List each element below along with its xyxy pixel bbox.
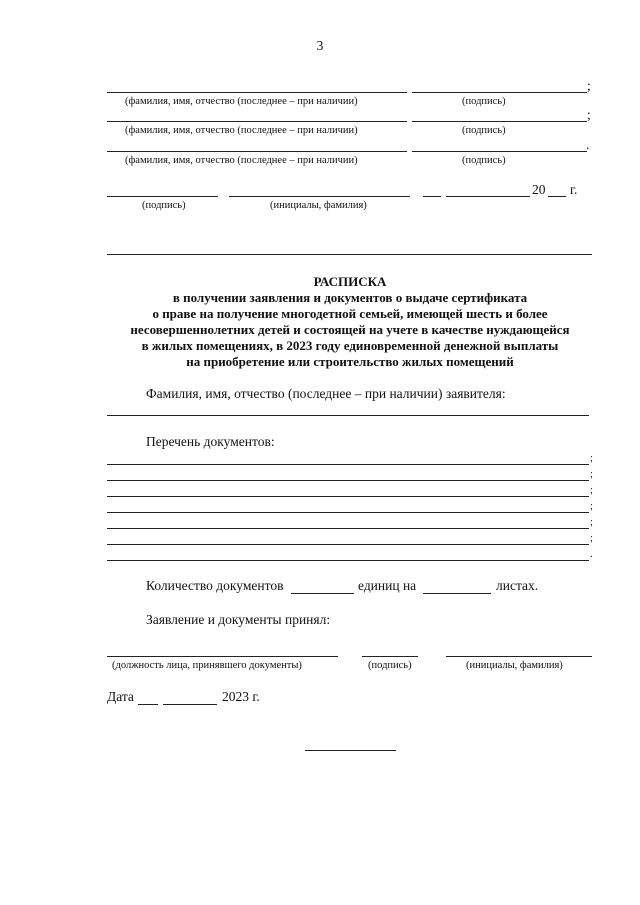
line-end-mark: ; bbox=[590, 469, 593, 480]
signature-line bbox=[362, 656, 418, 657]
line-end-mark: ; bbox=[590, 517, 593, 528]
line-end-mark: ; bbox=[590, 501, 593, 512]
position-line bbox=[107, 656, 338, 657]
signature-caption: (подпись) bbox=[462, 125, 506, 136]
line-end-mark: . bbox=[590, 549, 593, 560]
name-caption: (фамилия, имя, отчество (последнее – при наличии) bbox=[125, 125, 358, 136]
signature-line bbox=[412, 121, 587, 122]
document-line bbox=[107, 560, 589, 561]
initials-line bbox=[446, 656, 592, 657]
document-line bbox=[107, 544, 589, 545]
title-line: о праве на получение многодетной семьей, имеющей шесть и более bbox=[152, 306, 548, 321]
title-line: в получении заявления и документов о выдаче сертификата bbox=[172, 290, 528, 305]
year-prefix: 20 bbox=[532, 182, 546, 197]
name-line bbox=[107, 151, 407, 152]
title-line: на приобретение или строительство жилых помещений bbox=[186, 354, 514, 369]
date-label: Дата bbox=[107, 689, 134, 704]
document-line bbox=[107, 528, 589, 529]
document-line bbox=[107, 512, 589, 513]
section-separator bbox=[107, 254, 592, 255]
line-end-mark: ; bbox=[590, 533, 593, 544]
document-line bbox=[107, 480, 589, 481]
name-line bbox=[107, 121, 407, 122]
year-line bbox=[548, 196, 566, 197]
date-year: 2023 г. bbox=[222, 689, 260, 704]
document-line bbox=[107, 464, 589, 465]
signature-line bbox=[107, 196, 218, 197]
accepted-label: Заявление и документы принял: bbox=[146, 612, 331, 627]
documents-label: Перечень документов: bbox=[146, 434, 275, 449]
line-end-mark: ; bbox=[590, 453, 593, 464]
initials-caption: (инициалы, фамилия) bbox=[270, 200, 367, 211]
line-end-mark: ; bbox=[590, 485, 593, 496]
applicant-label: Фамилия, имя, отчество (последнее – при наличии) заявителя: bbox=[146, 386, 506, 401]
year-suffix: г. bbox=[570, 182, 578, 197]
page-number: 3 bbox=[316, 38, 324, 53]
line-end-mark: . bbox=[586, 137, 590, 152]
month-line bbox=[163, 704, 217, 705]
signature-line bbox=[412, 151, 587, 152]
end-separator bbox=[305, 750, 396, 751]
signature-caption: (подпись) bbox=[368, 660, 412, 671]
initials-line bbox=[229, 196, 410, 197]
signature-line bbox=[412, 92, 587, 93]
name-caption: (фамилия, имя, отчество (последнее – при наличии) bbox=[125, 96, 358, 107]
title-line: РАСПИСКА bbox=[313, 274, 387, 289]
line-end-mark: ; bbox=[587, 78, 591, 93]
signature-caption: (подпись) bbox=[462, 96, 506, 107]
count-sheets-line bbox=[423, 593, 491, 594]
signature-caption: (подпись) bbox=[142, 200, 186, 211]
title-line: несовершеннолетних детей и состоящей на учете в качестве нуждающейся bbox=[130, 322, 570, 337]
line-end-mark: ; bbox=[587, 107, 591, 122]
count-units: единиц на bbox=[358, 578, 417, 593]
document-line bbox=[107, 496, 589, 497]
initials-caption: (инициалы, фамилия) bbox=[466, 660, 563, 671]
day-line bbox=[138, 704, 158, 705]
title-line: в жилых помещениях, в 2023 году единовременной денежной выплаты bbox=[141, 338, 559, 353]
applicant-line bbox=[107, 415, 589, 416]
day-line bbox=[423, 196, 441, 197]
name-line bbox=[107, 92, 407, 93]
count-label: Количество документов bbox=[146, 578, 284, 593]
count-units-line bbox=[291, 593, 354, 594]
position-caption: (должность лица, принявшего документы) bbox=[112, 660, 302, 671]
count-sheets: листах. bbox=[496, 578, 539, 593]
name-caption: (фамилия, имя, отчество (последнее – при наличии) bbox=[125, 155, 358, 166]
month-line bbox=[446, 196, 530, 197]
signature-caption: (подпись) bbox=[462, 155, 506, 166]
